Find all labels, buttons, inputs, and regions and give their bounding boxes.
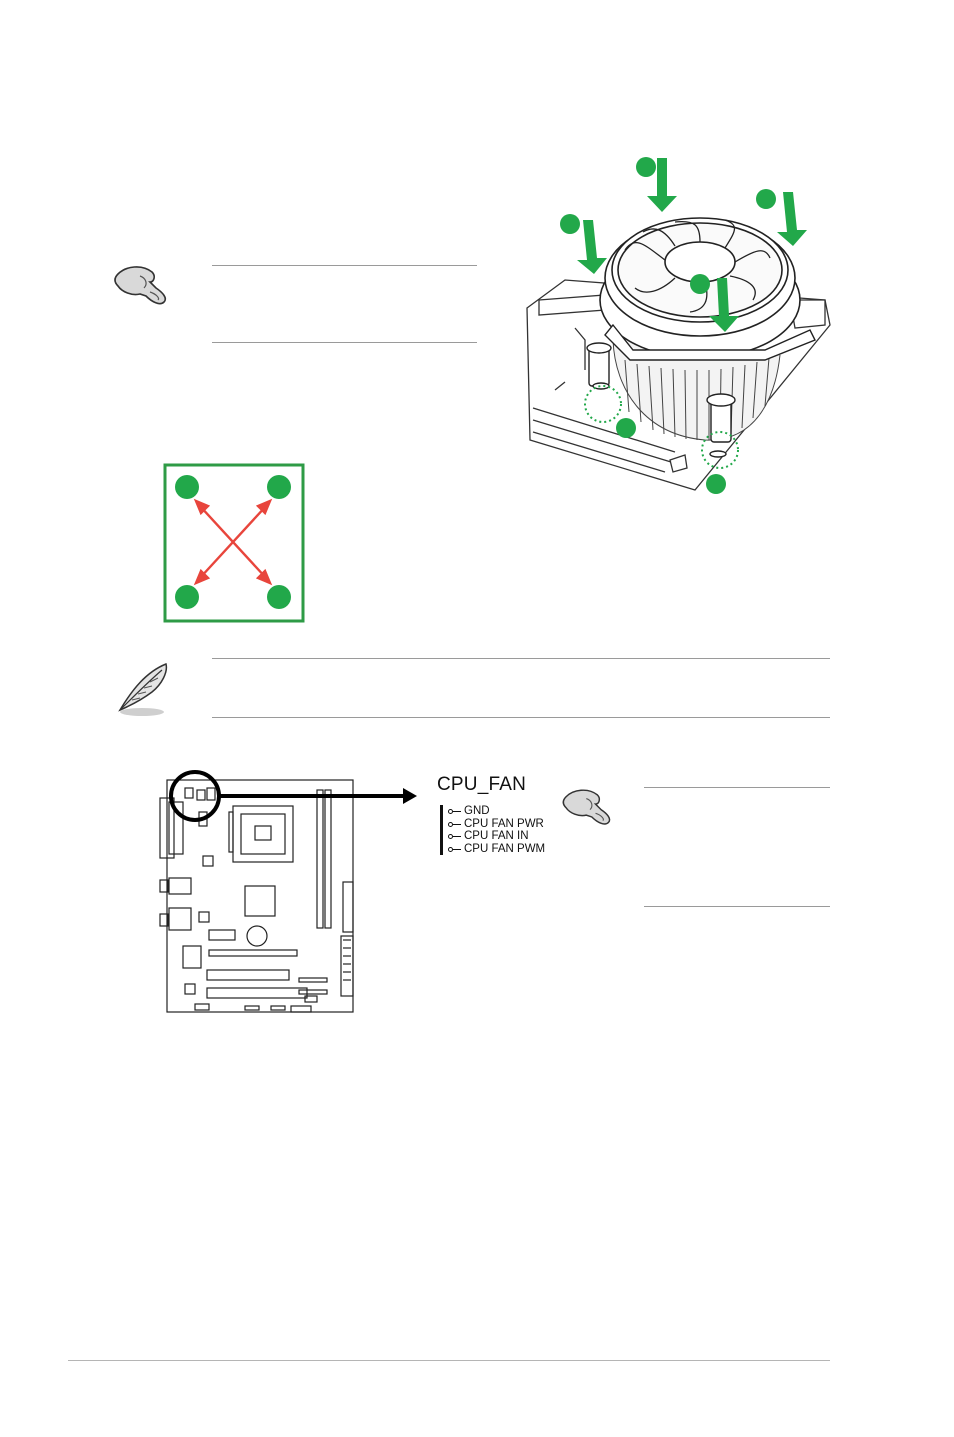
pin-label: CPU FAN PWM	[464, 842, 546, 855]
motherboard-layout-diagram	[155, 768, 445, 1018]
connector-title: CPU_FAN	[437, 774, 527, 795]
pin-label: GND	[464, 805, 490, 817]
note-mid-rule-lower	[212, 717, 830, 718]
pin-row	[440, 818, 545, 831]
note-right-rule-upper	[644, 787, 830, 788]
page-footer-rule	[68, 1360, 830, 1361]
caution-hand-icon	[560, 782, 620, 828]
connector-pinout	[440, 805, 545, 855]
note-right-rule-lower	[644, 906, 830, 907]
note-top-rule-upper	[212, 265, 477, 266]
pin-label: CPU FAN PWR	[464, 817, 544, 830]
pin-label: CPU FAN IN	[464, 830, 529, 842]
diagonal-fastening-order-diagram	[163, 463, 305, 623]
note-mid-rule-upper	[212, 658, 830, 659]
pin-row	[440, 843, 545, 856]
pin-row	[440, 830, 545, 843]
feather-quill-icon	[112, 660, 174, 718]
note-top-rule-lower	[212, 342, 477, 343]
pin-row	[440, 805, 545, 818]
heatsink-install-illustration	[525, 150, 835, 495]
caution-hand-icon	[112, 258, 176, 308]
